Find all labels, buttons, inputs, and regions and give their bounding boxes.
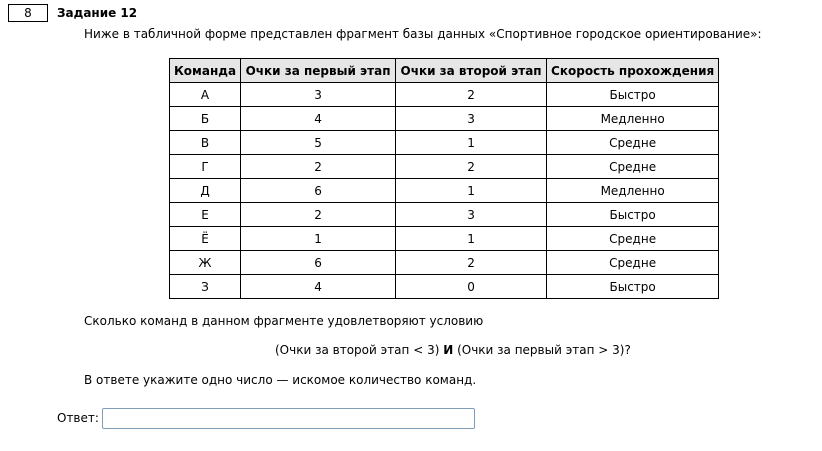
table-cell: 2 — [396, 155, 547, 179]
table-cell: Б — [170, 107, 241, 131]
table-cell: 3 — [396, 203, 547, 227]
table-cell: Быстро — [547, 83, 719, 107]
table-cell: 5 — [241, 131, 396, 155]
table-cell: Средне — [547, 251, 719, 275]
table-cell: Быстро — [547, 203, 719, 227]
table-cell: Ё — [170, 227, 241, 251]
table-cell: Средне — [547, 227, 719, 251]
table-row — [170, 251, 719, 275]
table-row — [170, 107, 719, 131]
table-cell: Медленно — [547, 107, 719, 131]
column-header-team: Команда — [170, 59, 241, 83]
table-cell: Ж — [170, 251, 241, 275]
answer-instruction: В ответе укажите одно число — искомое количество команд. — [84, 373, 477, 387]
table-cell: 4 — [241, 107, 396, 131]
condition-right: (Очки за первый этап > 3)? — [453, 343, 631, 357]
answer-input[interactable] — [102, 408, 475, 429]
query-condition — [275, 343, 631, 357]
table-cell: 1 — [241, 227, 396, 251]
table-cell: 0 — [396, 275, 547, 299]
table-cell: 2 — [241, 203, 396, 227]
table-cell: Д — [170, 179, 241, 203]
table-cell: 1 — [396, 131, 547, 155]
table-cell: З — [170, 275, 241, 299]
table-cell: 1 — [396, 179, 547, 203]
table-cell: В — [170, 131, 241, 155]
table-cell: 2 — [241, 155, 396, 179]
table-cell: Е — [170, 203, 241, 227]
table-row — [170, 227, 719, 251]
table-row — [170, 179, 719, 203]
table-cell: 2 — [396, 83, 547, 107]
condition-left: (Очки за второй этап < 3) — [275, 343, 444, 357]
table-row — [170, 275, 719, 299]
task-number-box: 8 — [8, 4, 48, 22]
table-cell: 3 — [241, 83, 396, 107]
table-header-row — [170, 59, 719, 83]
column-header-stage1-points: Очки за первый этап — [241, 59, 396, 83]
table-cell: 6 — [241, 251, 396, 275]
table-cell: Средне — [547, 155, 719, 179]
table-cell: А — [170, 83, 241, 107]
table-row — [170, 155, 719, 179]
table-cell: 2 — [396, 251, 547, 275]
task-intro: Ниже в табличной форме представлен фрагмент базы данных «Спортивное городское ориентирование»: — [84, 27, 762, 41]
table-cell: 1 — [396, 227, 547, 251]
table-cell: 3 — [396, 107, 547, 131]
task-title: Задание 12 — [57, 6, 138, 20]
table-cell: Средне — [547, 131, 719, 155]
table-cell: Медленно — [547, 179, 719, 203]
question-text: Сколько команд в данном фрагменте удовлетворяют условию — [84, 314, 484, 328]
column-header-stage2-points: Очки за второй этап — [396, 59, 547, 83]
table-cell: Быстро — [547, 275, 719, 299]
condition-operator: И — [443, 343, 454, 357]
column-header-speed: Скорость прохождения — [547, 59, 719, 83]
table-cell: 6 — [241, 179, 396, 203]
database-table — [169, 58, 719, 299]
table-row — [170, 131, 719, 155]
table-row — [170, 203, 719, 227]
table-row — [170, 83, 719, 107]
answer-label: Ответ: — [57, 411, 99, 425]
table-cell: 4 — [241, 275, 396, 299]
table-cell: Г — [170, 155, 241, 179]
